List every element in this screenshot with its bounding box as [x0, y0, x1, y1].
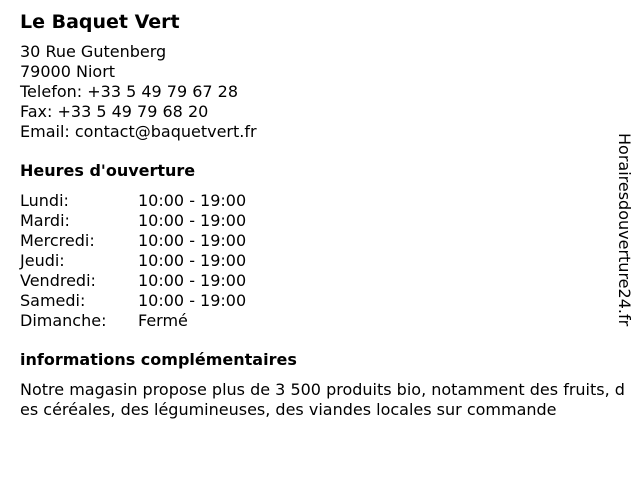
day-label: Dimanche: — [20, 311, 107, 330]
business-card — [20, 10, 628, 420]
site-watermark: Horairesdouverture24.fr — [615, 133, 634, 327]
fax-number: Fax: +33 5 49 79 68 20 — [20, 102, 209, 121]
hours-row-monday — [20, 191, 246, 211]
day-label: Jeudi: — [20, 251, 65, 270]
hours-row-tuesday — [20, 211, 246, 231]
day-hours: Fermé — [138, 311, 188, 330]
day-label: Mercredi: — [20, 231, 95, 250]
address-city: 79000 Niort — [20, 62, 116, 81]
business-name: Le Baquet Vert — [20, 11, 180, 33]
day-hours: 10:00 - 19:00 — [138, 211, 247, 230]
additional-info-text: Notre magasin propose plus de 3 500 produits bio, notamment des fruits, des céréales, des légumineuses, des viandes locales sur commande — [20, 380, 625, 419]
address-street: 30 Rue Gutenberg — [20, 42, 167, 61]
day-hours: 10:00 - 19:00 — [138, 291, 247, 310]
day-label: Vendredi: — [20, 271, 96, 290]
day-label: Lundi: — [20, 191, 69, 210]
day-hours: 10:00 - 19:00 — [138, 271, 247, 290]
additional-info-heading: informations complémentaires — [20, 350, 297, 369]
phone-number: Telefon: +33 5 49 79 67 28 — [20, 82, 239, 101]
opening-hours-table — [20, 191, 246, 331]
hours-row-friday — [20, 271, 246, 291]
hours-row-thursday — [20, 251, 246, 271]
opening-hours-heading: Heures d'ouverture — [20, 161, 196, 180]
day-hours: 10:00 - 19:00 — [138, 191, 247, 210]
email-address: Email: contact@baquetvert.fr — [20, 122, 257, 141]
day-label: Mardi: — [20, 211, 70, 230]
hours-row-sunday — [20, 311, 246, 331]
day-hours: 10:00 - 19:00 — [138, 251, 247, 270]
hours-row-saturday — [20, 291, 246, 311]
hours-row-wednesday — [20, 231, 246, 251]
day-label: Samedi: — [20, 291, 86, 310]
day-hours: 10:00 - 19:00 — [138, 231, 247, 250]
